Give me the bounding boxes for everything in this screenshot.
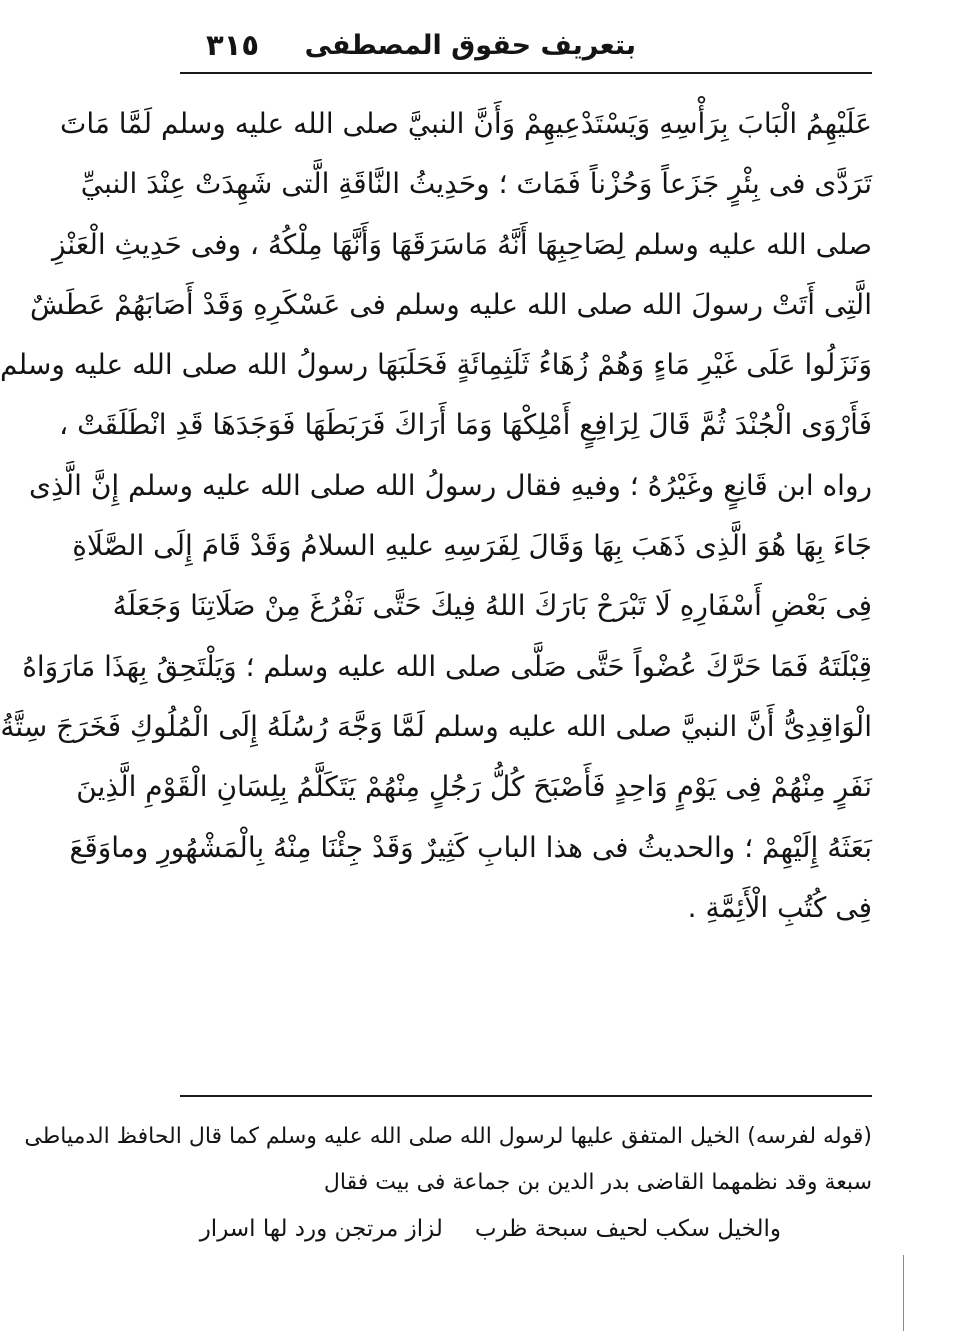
text-line: عَلَيْهِمُ الْبَابَ بِرَأْسِهِ وَيَسْتَدْعِيهِمْ وَأَنَّ النبيَّ صلى الله عليه وسلم لَمَّا مَاتَ	[60, 107, 872, 140]
running-header	[180, 28, 872, 68]
footnote-rule	[180, 1095, 872, 1097]
footnote-line: (قوله لفرسه) الخيل المتفق عليها لرسول الله صلى الله عليه وسلم كما قال الحافظ الدمياطى	[24, 1124, 872, 1149]
text-line-last: فِى كُتُبِ الْأَئِمَّةِ .	[687, 890, 872, 924]
footnote-verse	[200, 1216, 781, 1242]
footnote-line: سبعة وقد نظمهما القاضى بدر الدين بن جماعة فى بيت فقال	[323, 1170, 872, 1195]
header-rule	[180, 72, 872, 74]
text-line: تَرَدَّى فى بِئْرٍ جَزَعاً وَحُزْناً فَمَاتَ ؛ وحَدِيثُ النَّاقَةِ الَّتى شَهِدَتْ عِنْدَ النبيِّ	[80, 167, 872, 201]
text-line: فَأَرْوَى الْجُنْدَ ثُمَّ قَالَ لِرَافِعٍ أَمْلِكْهَا وَمَا أَرَاكَ فَرَبَطَهَا فَوَجَدَهَا قَدِ انْطَلَقَتْ ،	[59, 408, 872, 442]
text-line: وَنَزَلُوا عَلَى غَيْرِ مَاءٍ وَهُمْ زُهَاءُ ثَلَثِمِائَةٍ فَحَلَبَهَا رسولُ الله صلى الله عليه وسلم	[0, 348, 872, 382]
text-line: فِى بَعْضِ أَسْفَارِهِ لَا تَبْرَحْ بَارَكَ اللهُ فِيكَ حَتَّى نَفْرُغَ مِنْ صَلَاتِنَا وَجَعَلَهُ	[112, 589, 872, 623]
verse-first-hemistich: والخيل سكب لحيف سبحة ظرب	[474, 1216, 781, 1242]
running-title: بتعريف حقوق المصطفى	[304, 30, 636, 61]
text-line: رواه ابن قَانِعٍ وغَيْرُهُ ؛ وفيهِ فقال رسولُ الله صلى الله عليه وسلم إِنَّ الَّذِى	[29, 468, 872, 502]
page-number: ٣١٥	[206, 28, 260, 62]
text-line: بَعَثَهُ إِلَيْهِمْ ؛ والحديثُ فى هذا البابِ كَثِيرٌ وَقَدْ جِئْنَا مِنْهُ بِالْمَشْهُورِ وماوَقَعَ	[69, 830, 872, 864]
verse-second-hemistich: لزاز مرتجن ورد لها اسرار	[199, 1216, 443, 1242]
text-line: الْوَاقِدِىُّ أَنَّ النبيَّ صلى الله عليه وسلم لَمَّا وَجَّهَ رُسُلَهُ إِلَى الْمُلُوكِ فَخَرَجَ سِتَّةُ	[0, 709, 872, 743]
text-line: نَفَرٍ مِنْهُمْ فِى يَوْمٍ وَاحِدٍ فَأَصْبَحَ كُلُّ رَجُلٍ مِنْهُمْ يَتَكَلَّمُ بِلِسَانِ الْقَوْمِ الَّذِينَ	[76, 770, 872, 804]
text-line: جَاءَ بِهَا هُوَ الَّذِى ذَهَبَ بِهَا وَقَالَ لِفَرَسِهِ عليهِ السلامُ وَقَدْ قَامَ إِلَى الصَّلَاةِ	[72, 529, 872, 563]
text-line: الَّتِى أَتَتْ رسولَ الله صلى الله عليه وسلم فى عَسْكَرِهِ وَقَدْ أَصَابَهُمْ عَطَشٌ	[29, 287, 872, 321]
main-text	[0, 94, 872, 938]
scan-edge-mark	[903, 1255, 904, 1331]
text-line: صلى الله عليه وسلم لِصَاحِبِهَا أَنَّهُ مَاسَرَقَهَا وَأَنَّهَا مِلْكُهُ ، وفى حَدِيثِ الْعَنْزِ	[51, 227, 872, 261]
footnotes	[24, 1114, 872, 1206]
text-line: قِبْلَتَهُ فَمَا حَرَّكَ عُضْواً حَتَّى صَلَّى صلى الله عليه وسلم ؛ وَيَلْتَحِقُ بِهَذَا مَارَوَاهُ	[22, 649, 872, 683]
